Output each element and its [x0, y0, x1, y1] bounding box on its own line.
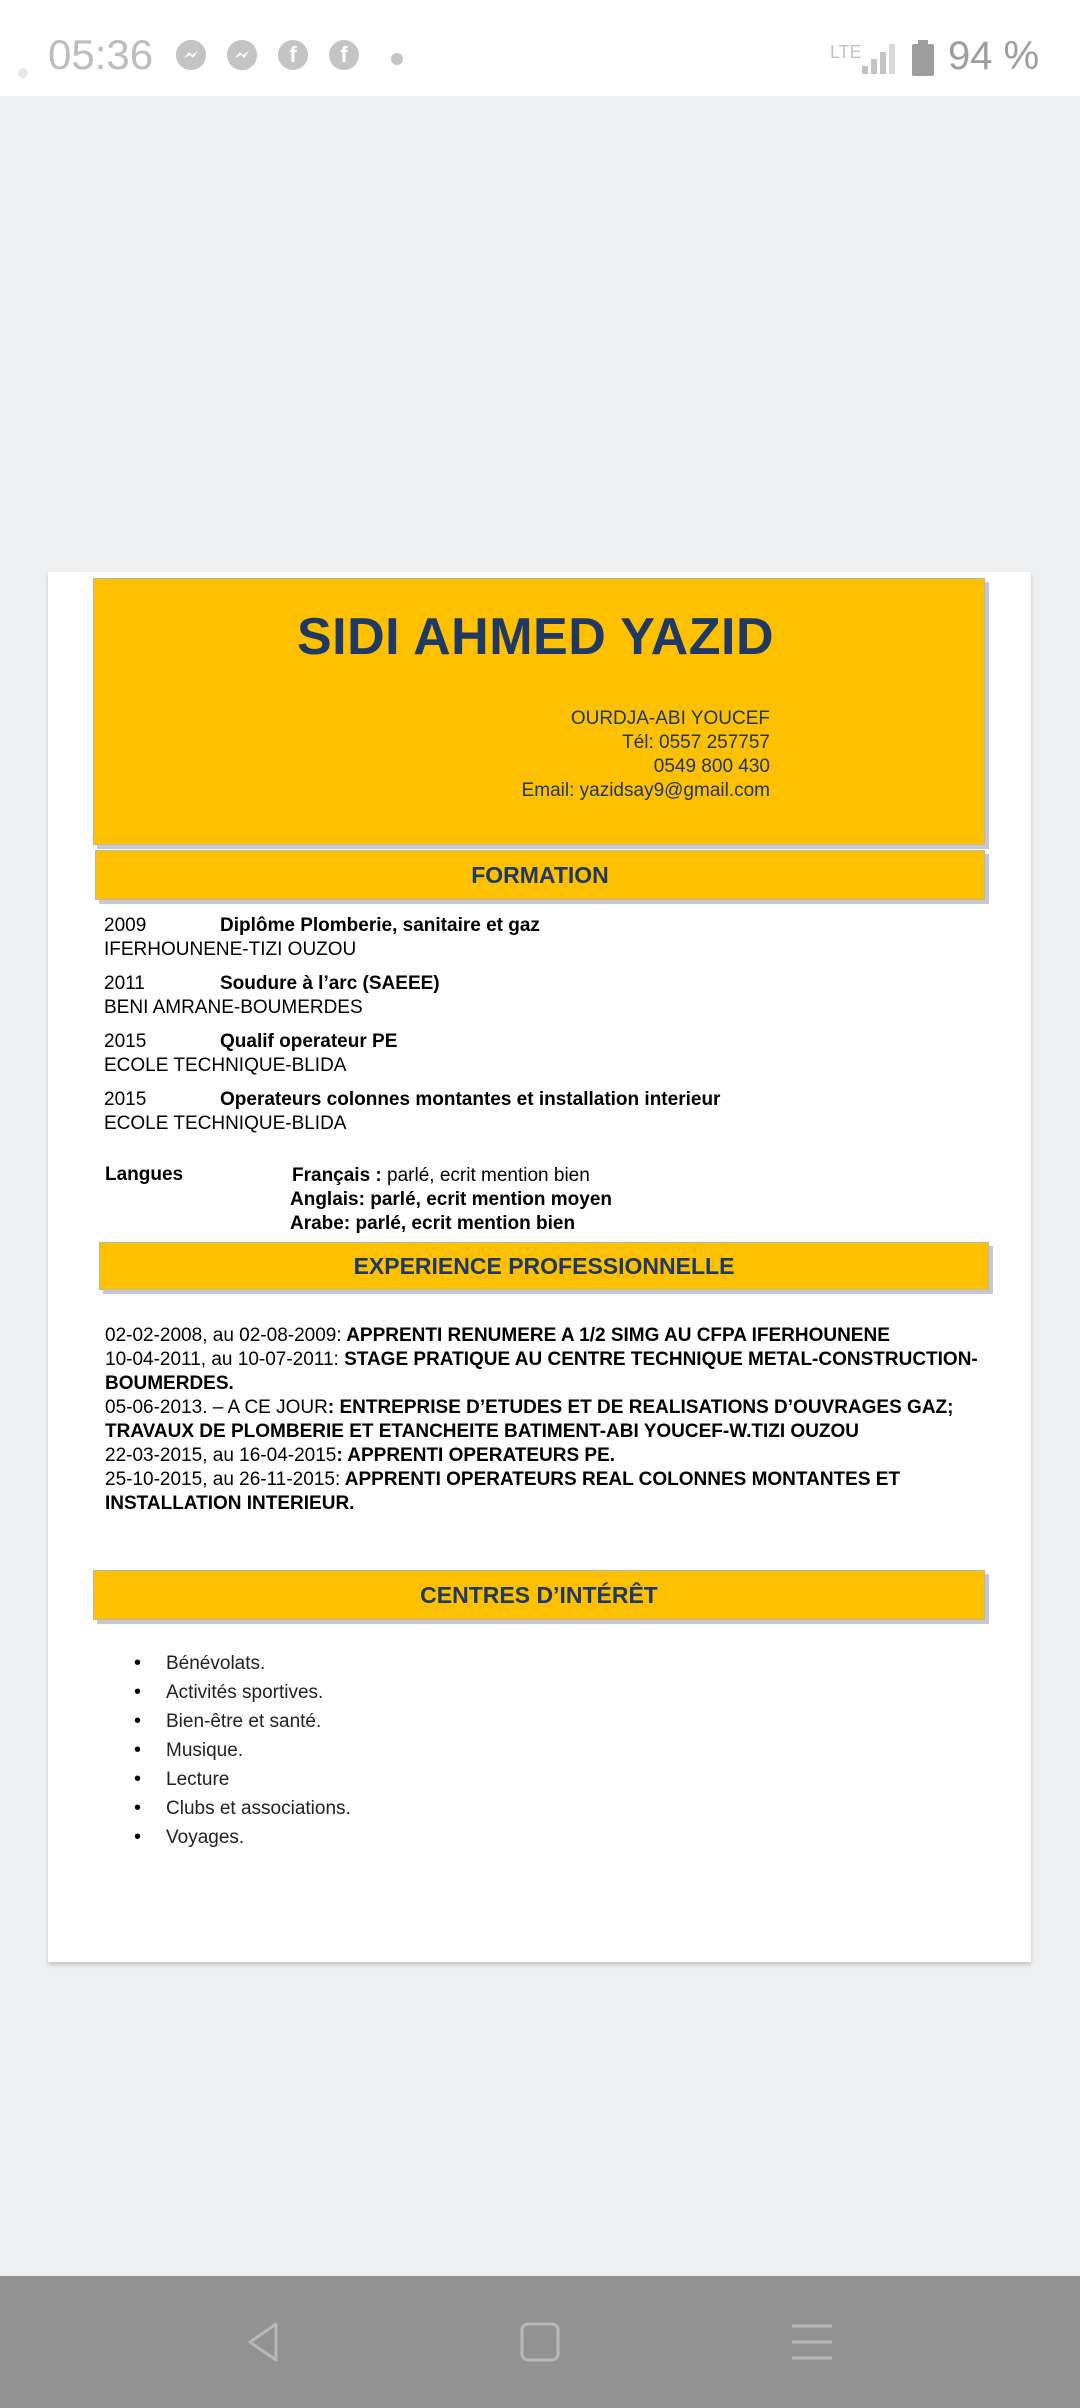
contact-phone: 0549 800 430	[653, 756, 770, 777]
formation-item	[104, 1030, 397, 1078]
facebook-icon: f	[329, 40, 359, 70]
experience-item	[105, 1444, 985, 1468]
experience-item	[105, 1396, 985, 1444]
contact-email: Email: yazidsay9@gmail.com	[521, 780, 770, 801]
formation-item	[104, 972, 440, 1020]
home-icon[interactable]	[518, 2320, 562, 2364]
list-item: • Voyages.	[134, 1823, 351, 1852]
experience-text: : APPRENTI OPERATEURS PE.	[336, 1445, 616, 1466]
experience-date: 02-02-2008, au 02-08-2009:	[105, 1325, 342, 1346]
formation-place: ECOLE TECHNIQUE-BLIDA	[104, 1055, 347, 1076]
formation-place: BENI AMRANE-BOUMERDES	[104, 997, 363, 1018]
formation-year: 2011	[104, 973, 145, 994]
contact-info	[522, 707, 770, 803]
formation-title: Soudure à l’arc (SAEEE)	[220, 973, 440, 994]
battery-icon	[912, 40, 934, 76]
formation-title: Operateurs colonnes montantes et installation interieur	[220, 1089, 721, 1110]
experience-text: APPRENTI RENUMERE A 1/2 SIMG AU CFPA IFERHOUNENE	[341, 1325, 890, 1346]
list-item: • Bien-être et santé.	[134, 1707, 351, 1736]
cv-header	[93, 578, 985, 845]
experience-date: 05-06-2013. – A CE JOUR	[105, 1397, 328, 1418]
formation-year: 2009	[104, 915, 147, 936]
formation-title: Qualif operateur PE	[220, 1031, 398, 1052]
status-bar	[0, 0, 1080, 96]
interests-list	[134, 1649, 351, 1852]
cv-name: SIDI AHMED YAZID	[296, 608, 774, 666]
formation-item	[104, 1088, 720, 1136]
list-item: • Clubs et associations.	[134, 1794, 351, 1823]
signal-icon	[862, 44, 896, 74]
facebook-icon: f	[278, 40, 308, 70]
experience-date: 10-04-2011, au 10-07-2011:	[105, 1349, 339, 1370]
experience-date: 22-03-2015, au 16-04-2015	[105, 1445, 337, 1466]
experience-date: 25-10-2015, au 26-11-2015:	[105, 1469, 341, 1490]
contact-address: OURDJA-ABI YOUCEF	[570, 708, 770, 729]
list-item: • Bénévolats.	[134, 1649, 351, 1678]
back-icon[interactable]	[244, 2320, 288, 2364]
languages-list	[290, 1164, 612, 1236]
navigation-bar	[0, 2276, 1080, 2408]
formation-place: ECOLE TECHNIQUE-BLIDA	[104, 1113, 347, 1134]
list-item: • Lecture	[134, 1765, 351, 1794]
language-french-value: parlé, ecrit mention bien	[381, 1165, 590, 1186]
language-english: Anglais: parlé, ecrit mention moyen	[290, 1189, 613, 1210]
experience-item	[105, 1348, 985, 1396]
language-french-label: Français :	[292, 1165, 382, 1186]
section-interests: CENTRES D’INTÉRÊT	[93, 1570, 985, 1620]
experience-list	[105, 1324, 985, 1516]
formation-year: 2015	[104, 1089, 147, 1110]
status-time: 05:36	[48, 31, 154, 78]
formation-year: 2015	[104, 1031, 147, 1052]
battery-level: 94 %	[948, 34, 1040, 78]
formation-title: Diplôme Plomberie, sanitaire et gaz	[220, 915, 540, 936]
languages-label: Langues	[105, 1164, 184, 1185]
contact-phone: Tél: 0557 257757	[622, 732, 770, 753]
section-formation: FORMATION	[95, 850, 985, 900]
messenger-icon	[227, 40, 257, 70]
experience-text: APPRENTI OPERATEURS REAL COLONNES MONTANTES ET INSTALLATION INTERIEUR.	[105, 1469, 901, 1514]
section-experience: EXPERIENCE PROFESSIONNELLE	[99, 1242, 989, 1290]
formation-item	[104, 914, 540, 962]
experience-text: STAGE PRATIQUE AU CENTRE TECHNIQUE METAL-CONSTRUCTION-BOUMERDES.	[105, 1349, 978, 1394]
network-type: LTE	[830, 42, 862, 62]
experience-text: : ENTREPRISE D’ETUDES ET DE REALISATIONS D’OUVRAGES GAZ; TRAVAUX DE PLOMBERIE ET ETANCHEITE BATIMENT-ABI YOUCEF-W.TIZI OUZOU	[105, 1397, 954, 1442]
language-arabic: Arabe: parlé, ecrit mention bien	[290, 1213, 576, 1234]
list-item: • Activités sportives.	[134, 1678, 351, 1707]
messenger-icon	[176, 40, 206, 70]
more-notifications-dot	[391, 53, 403, 65]
document-page[interactable]	[48, 572, 1031, 1962]
list-item: • Musique.	[134, 1736, 351, 1765]
menu-icon[interactable]	[790, 2320, 834, 2364]
experience-item	[105, 1324, 985, 1348]
notification-dot	[18, 68, 28, 78]
formation-place: IFERHOUNENE-TIZI OUZOU	[104, 939, 357, 960]
experience-item	[105, 1468, 985, 1516]
